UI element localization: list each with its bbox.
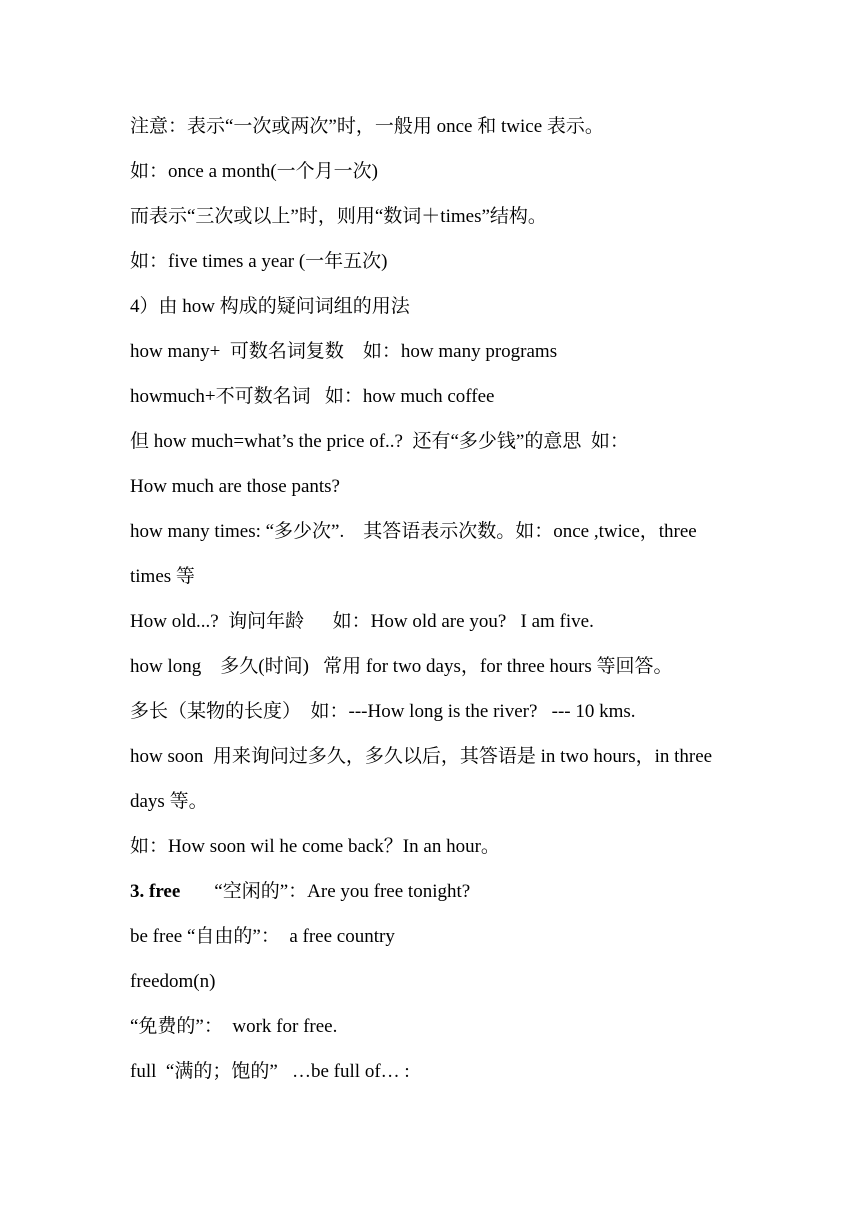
text-line-how-long-time: how long 多久(时间) 常用 for two days，for three hours 等回答。	[130, 656, 673, 677]
text-line-note-once-twice: 注意：表示“一次或两次”时，一般用 once 和 twice 表示。	[130, 116, 604, 137]
text-line-how-many-times: how many times: “多少次”. 其答语表示次数。如：once ,twice，three	[130, 521, 697, 542]
section-heading-free: 3. free	[130, 881, 181, 902]
text-line-example-five-times: 如：five times a year (一年五次)	[130, 251, 388, 272]
text-line-how-soon: how soon 用来询问过多久，多久以后，其答语是 in two hours，in three	[130, 746, 713, 767]
free-spare-definition: “空闲的”：Are you free tonight?	[214, 881, 471, 902]
text-line-free-of-charge: “免费的”： work for free.	[130, 1016, 338, 1037]
text-line-example-how-soon: 如：How soon wil he come back？In an hour。	[130, 836, 500, 857]
text-line-days-etc: days 等。	[130, 791, 208, 812]
text-line-free-spare	[130, 880, 470, 904]
text-line-example-pants: How much are those pants?	[130, 476, 340, 497]
text-line-be-free: be free “自由的”： a free country	[130, 926, 395, 947]
text-line-times-etc: times 等	[130, 566, 195, 587]
text-line-how-much-price: 但 how much=what’s the price of..? 还有“多少钱”的意思 如：	[130, 431, 629, 452]
text-line-how-long-length: 多长（某物的长度） 如：---How long is the river? --- 10 kms.	[130, 701, 636, 722]
text-line-how-phrases-heading: 4）由 how 构成的疑问词组的用法	[130, 296, 410, 317]
text-line-how-much: howmuch+不可数名词 如：how much coffee	[130, 386, 495, 407]
text-line-three-times-structure: 而表示“三次或以上”时，则用“数词＋times”结构。	[130, 206, 547, 227]
text-line-example-once-a-month: 如：once a month(一个月一次)	[130, 161, 379, 182]
text-line-how-many: how many+ 可数名词复数 如：how many programs	[130, 341, 558, 362]
text-line-freedom: freedom(n)	[130, 971, 216, 992]
text-line-how-old: How old...? 询问年龄 如：How old are you? I am five.	[130, 611, 594, 632]
text-line-full: full “满的；饱的” …be full of… :	[130, 1061, 410, 1082]
